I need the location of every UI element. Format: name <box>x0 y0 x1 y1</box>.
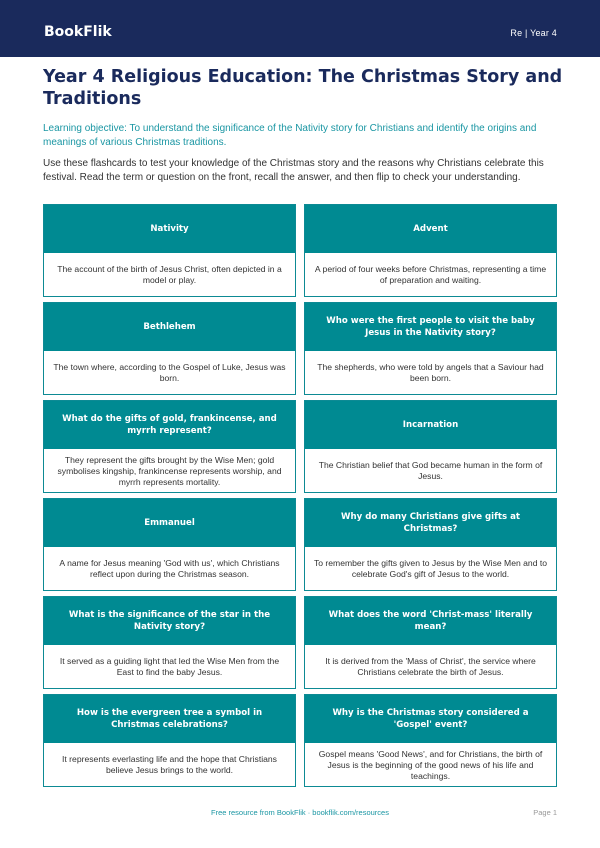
page-header <box>0 0 600 57</box>
flashcard[interactable] <box>304 498 557 591</box>
flashcard-answer: A name for Jesus meaning 'God with us', which Christians reflect upon during the Christmas season. <box>59 558 280 579</box>
flashcard-front <box>44 597 295 645</box>
flashcard-answer: It is derived from the 'Mass of Christ', the service where Christians celebrate the birth of Jesus. <box>325 656 536 677</box>
flashcard-back <box>44 253 295 297</box>
flashcard-question: Why is the Christmas story considered a 'Gospel' event? <box>332 708 529 730</box>
flashcard[interactable] <box>304 596 557 689</box>
intro-text: Use these flashcards to test your knowledge of the Christmas story and the reasons why Christians celebrate this festival. Read the term or question on the front, recall the answer, and then flip to check your understanding. <box>43 158 544 183</box>
flashcard-answer: The account of the birth of Jesus Christ, often depicted in a model or play. <box>57 264 282 285</box>
subject-year-tag: Re | Year 4 <box>510 28 557 38</box>
flashcard-term: Bethlehem <box>143 322 196 332</box>
flashcard-question: What is the significance of the star in the Nativity story? <box>68 610 271 632</box>
flashcard-term: Nativity <box>150 224 189 234</box>
flashcard[interactable] <box>304 204 557 297</box>
flashcard-term: Advent <box>413 224 448 234</box>
flashcard-back <box>305 351 556 395</box>
flashcard-question: What do the gifts of gold, frankincense, and myrrh represent? <box>62 414 277 436</box>
flashcard-answer: To remember the gifts given to Jesus by the Wise Men and to celebrate God's gift of Jesus to the world. <box>313 558 548 579</box>
flashcard-term: Emmanuel <box>144 518 195 528</box>
flashcard-answer: Gospel means 'Good News', and for Christians, the birth of Jesus is the beginning of the good news of his life and teachings. <box>318 748 543 781</box>
flashcard[interactable] <box>304 400 557 493</box>
flashcard-question: What does the word 'Christ-mass' literally mean? <box>328 610 533 632</box>
flashcard-back <box>305 253 556 297</box>
flashcard-back <box>44 547 295 591</box>
flashcard-back <box>305 547 556 591</box>
flashcard-front <box>44 401 295 449</box>
flashcard[interactable] <box>43 596 296 689</box>
flashcard-front <box>305 205 556 253</box>
flashcard-question: Who were the first people to visit the baby Jesus in the Nativity story? <box>326 316 535 338</box>
flashcard[interactable] <box>304 302 557 395</box>
flashcard-back <box>44 449 295 493</box>
flashcard-answer: They represent the gifts brought by the Wise Men; gold symbolises kingship, frankincense represents worship, and myrrh represents mortality. <box>57 454 282 487</box>
flashcard[interactable] <box>43 204 296 297</box>
flashcard-answer: The town where, according to the Gospel of Luke, Jesus was born. <box>53 362 286 383</box>
flashcard-back <box>44 743 295 787</box>
flashcard-back <box>305 449 556 493</box>
flashcard-back <box>44 351 295 395</box>
page-number: Page 1 <box>533 808 557 817</box>
flashcard-back <box>44 645 295 689</box>
flashcard-front <box>305 401 556 449</box>
flashcard-answer: It represents everlasting life and the hope that Christians believe Jesus brings to the world. <box>62 754 277 775</box>
flashcard-answer: A period of four weeks before Christmas, representing a time of preparation and waiting. <box>314 264 547 285</box>
flashcard-front <box>305 597 556 645</box>
flashcard-term: Incarnation <box>402 420 459 430</box>
flashcard-front <box>44 695 295 743</box>
flashcard-answer: It served as a guiding light that led the Wise Men from the East to find the baby Jesus. <box>59 656 280 677</box>
flashcard-front <box>44 499 295 547</box>
flashcard-back <box>305 743 556 787</box>
flashcard-front <box>44 205 295 253</box>
flashcard-front <box>305 303 556 351</box>
flashcard[interactable] <box>43 498 296 591</box>
flashcard-front <box>305 499 556 547</box>
flashcard-front <box>305 695 556 743</box>
flashcard-answer: The Christian belief that God became human in the form of Jesus. <box>318 460 543 481</box>
flashcard-back <box>305 645 556 689</box>
footer-resource-link[interactable]: Free resource from BookFlik · bookflik.com/resources <box>211 808 389 817</box>
flashcard[interactable] <box>304 694 557 787</box>
flashcard-answer: The shepherds, who were told by angels that a Saviour had been born. <box>317 362 544 383</box>
flashcard-question: How is the evergreen tree a symbol in Christmas celebrations? <box>76 708 263 730</box>
flashcard-front <box>44 303 295 351</box>
flashcard[interactable] <box>43 302 296 395</box>
brand-logo[interactable]: BookFlik <box>44 24 112 40</box>
flashcard[interactable] <box>43 400 296 493</box>
learning-objective: Learning objective: To understand the significance of the Nativity story for Christians and identify the origins and meanings of various Christmas traditions. <box>43 123 537 148</box>
flashcard-question: Why do many Christians give gifts at Christmas? <box>341 512 520 534</box>
page-title: Year 4 Religious Education: The Christmas Story and Traditions <box>43 67 563 109</box>
flashcard[interactable] <box>43 694 296 787</box>
